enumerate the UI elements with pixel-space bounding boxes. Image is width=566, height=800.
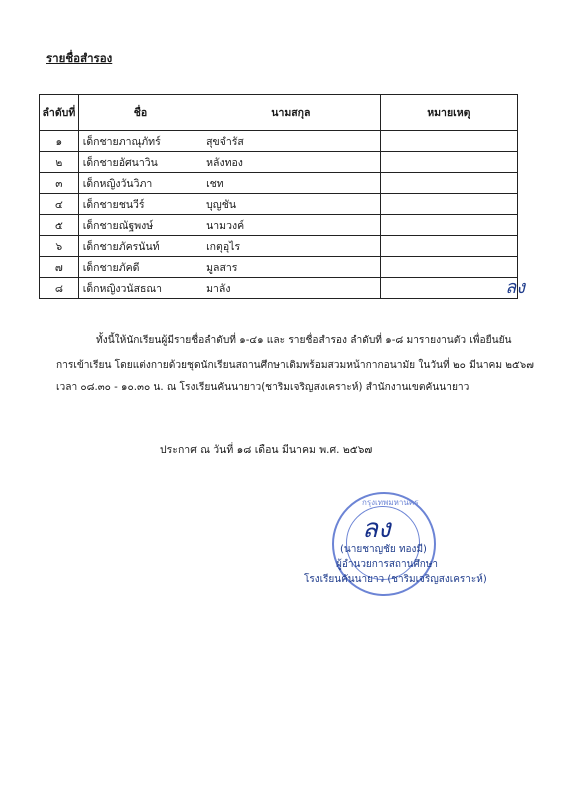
row-last-name: มูลสาร (202, 257, 380, 278)
row-first-name: เด็กชายชนวีร์ (78, 194, 202, 215)
body-paragraph-line-1: ทั้งนี้ให้นักเรียนผู้มีรายชื่อลำดับที่ ๑-๔๑ และ รายชื่อสำรอง ลำดับที่ ๑-๘ มารายงานตัว เพื่อยืนยัน (96, 335, 512, 346)
row-number: ๑ (40, 131, 79, 152)
row-note (380, 236, 517, 257)
row-first-name: เด็กชายอัศนาวิน (78, 152, 202, 173)
row-first-name: เด็กชายภัคดี (78, 257, 202, 278)
table-header-row (40, 95, 518, 131)
row-number: ๖ (40, 236, 79, 257)
row-note (380, 277, 525, 299)
row-note (380, 131, 517, 152)
table-row (40, 215, 518, 236)
table-row (40, 152, 518, 173)
table-row (40, 131, 518, 152)
handwritten-initials: ลง (505, 277, 525, 298)
header-order: ลำดับที่ (40, 95, 79, 131)
signer-name: (นายชาญชัย ทองมี) (340, 544, 427, 555)
table-row (40, 278, 518, 299)
row-note (380, 194, 517, 215)
row-number: ๗ (40, 257, 79, 278)
row-last-name: เชท (202, 173, 380, 194)
header-note: หมายเหตุ (380, 95, 517, 131)
row-last-name: นามวงค์ (202, 215, 380, 236)
row-number: ๓ (40, 173, 79, 194)
body-paragraph-line-3: เวลา ๐๘.๓๐ - ๑๐.๓๐ น. ณ โรงเรียนคันนายาว(ชาริมเจริญสงเคราะห์) สำนักงานเขตคันนายาว (56, 382, 470, 393)
row-number: ๔ (40, 194, 79, 215)
table-row (40, 173, 518, 194)
row-note (380, 173, 517, 194)
row-note (380, 215, 517, 236)
row-last-name: สุขจำรัส (202, 131, 380, 152)
row-first-name: เด็กชายณัฐพงษ์ (78, 215, 202, 236)
row-last-name: เกตุอุไร (202, 236, 380, 257)
row-last-name: หลังทอง (202, 152, 380, 173)
table-row (40, 194, 518, 215)
row-number: ๕ (40, 215, 79, 236)
table-row (40, 236, 518, 257)
seal-text: กรุงเทพมหานคร (362, 498, 419, 507)
header-first-name: ชื่อ (78, 95, 202, 131)
row-last-name: มาลัง (202, 278, 380, 299)
row-number: ๒ (40, 152, 79, 173)
row-first-name: เด็กหญิงวนัสธณา (78, 278, 202, 299)
announcement-date: ประกาศ ณ วันที่ ๑๘ เดือน มีนาคม พ.ศ. ๒๕๖๗ (160, 444, 373, 456)
reserve-list-heading: รายชื่อสำรอง (46, 51, 113, 65)
signer-position: ผู้อำนวยการสถานศึกษา (336, 559, 439, 570)
row-number: ๘ (40, 278, 79, 299)
body-paragraph-line-2: การเข้าเรียน โดยแต่งกายด้วยชุดนักเรียนสถานศึกษาเดิมพร้อมสวมหน้ากากอนามัย ในวันที่ ๒๐ มีนาคม ๒๕๖๗ (56, 360, 534, 371)
reserve-list-table (39, 94, 525, 299)
table-row (40, 257, 518, 278)
handwritten-signature: ลง (362, 514, 391, 544)
row-first-name: เด็กชายภัครนันท์ (78, 236, 202, 257)
row-note (380, 257, 517, 278)
row-first-name: เด็กชายภาณุภัทร์ (78, 131, 202, 152)
row-first-name: เด็กหญิงวันวิภา (78, 173, 202, 194)
signer-school: โรงเรียนคันนายาว (ชาริมเจริญสงเคราะห์) (304, 574, 487, 585)
row-last-name: บุญชัน (202, 194, 380, 215)
header-last-name: นามสกุล (202, 95, 380, 131)
row-note (380, 152, 517, 173)
